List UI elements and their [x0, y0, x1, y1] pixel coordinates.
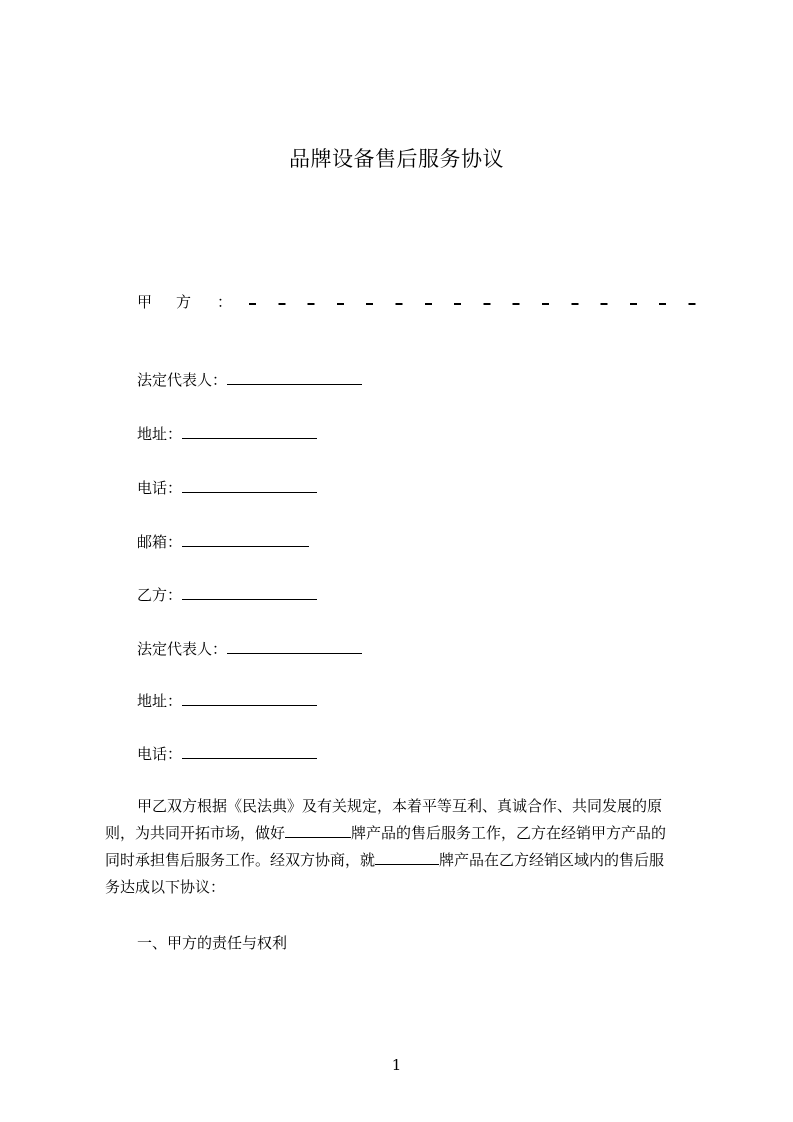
fill-blank [182, 744, 317, 759]
fill-blank [182, 532, 309, 547]
field-label: 地址： [137, 425, 183, 443]
party-b-phone-field [137, 743, 317, 765]
party-a-label-2: 方 [176, 293, 192, 311]
party-b-address-field [137, 690, 317, 712]
paragraph-text: 同时承担售后服务工作。经双方协商，就 [105, 851, 376, 869]
party-a-colon: ： [217, 293, 233, 311]
fill-blank [182, 585, 317, 600]
party-a-address-field [137, 423, 317, 445]
brand-blank [375, 850, 439, 865]
party-a-legal-rep-field [137, 369, 362, 391]
fill-blank [227, 639, 362, 654]
field-label: 电话： [137, 479, 183, 497]
paragraph-text: 牌产品的售后服务工作，乙方在经销甲方产品的 [351, 824, 667, 842]
section-heading: 一、甲方的责任与权利 [137, 934, 288, 952]
page-number: 1 [391, 1056, 402, 1074]
fill-blank [182, 424, 317, 439]
party-a-line [137, 291, 703, 313]
field-label: 邮箱： [137, 533, 183, 551]
brand-blank [285, 823, 351, 838]
party-a-blank [249, 303, 703, 305]
field-label: 电话： [137, 745, 183, 763]
paragraph-line: 甲乙双方根据《民法典》及有关规定，本着平等互利、真诚合作、共同发展的原 [137, 797, 663, 815]
field-label: 地址： [137, 692, 183, 710]
party-b-field [137, 584, 317, 606]
paragraph-line [105, 847, 705, 874]
fill-blank [182, 478, 317, 493]
fill-blank [182, 691, 317, 706]
party-a-email-field [137, 531, 309, 553]
party-a-label-1: 甲 [137, 293, 153, 311]
field-label: 法定代表人： [137, 371, 228, 389]
preamble-paragraph [105, 793, 705, 901]
document-title: 品牌设备售后服务协议 [289, 147, 504, 171]
field-label: 法定代表人： [137, 640, 228, 658]
party-a-phone-field [137, 477, 317, 499]
field-label: 乙方： [137, 586, 183, 604]
paragraph-text: 牌产品在乙方经销区域内的售后服 [439, 851, 665, 869]
paragraph-text: 则，为共同开拓市场，做好 [105, 824, 286, 842]
fill-blank [227, 370, 362, 385]
party-b-legal-rep-field [137, 638, 362, 660]
paragraph-line: 务达成以下协议： [105, 878, 226, 896]
paragraph-line [105, 820, 705, 847]
